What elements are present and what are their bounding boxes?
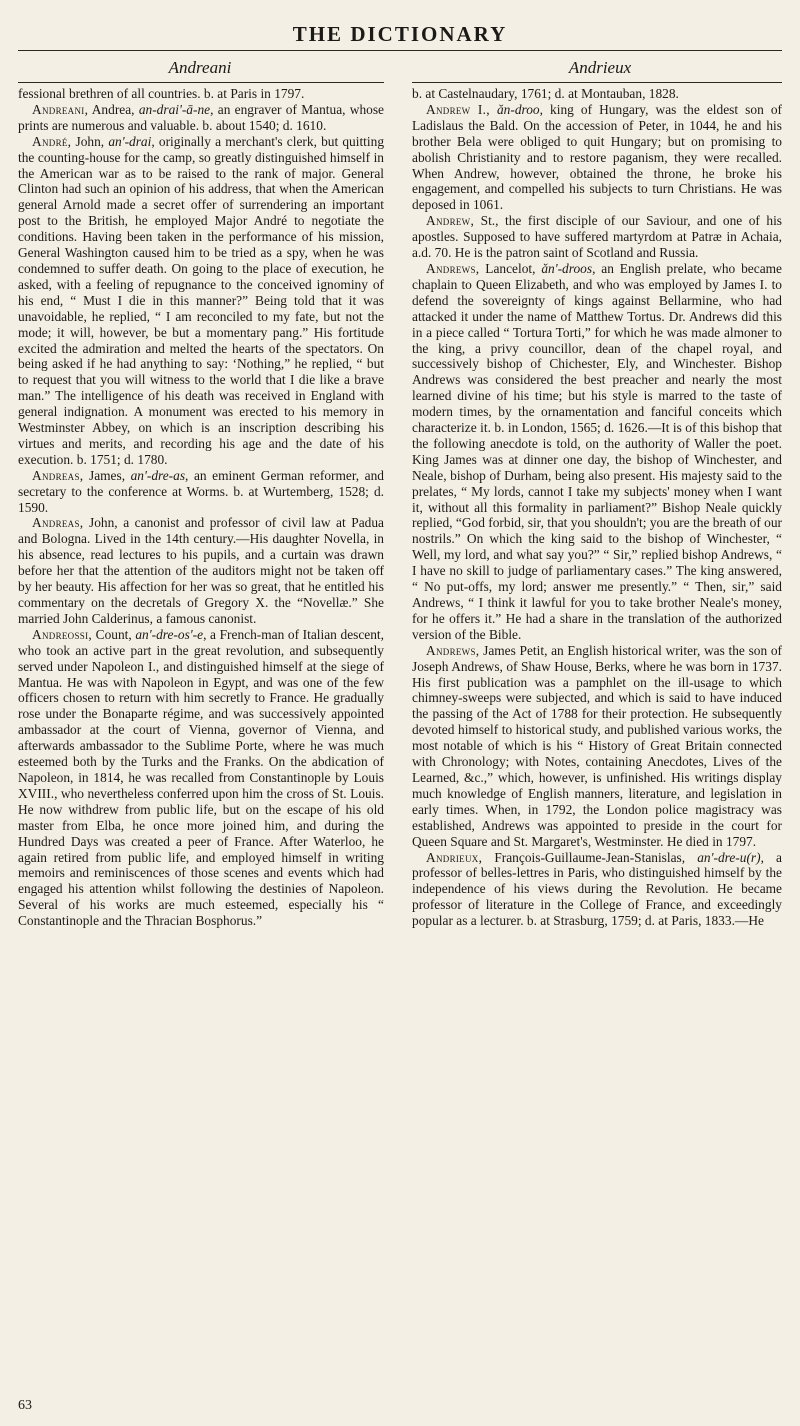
- entry-text: , an eminent German reformer, and secretary to the conference at Worms. b. at Wurtemberg, 1528; d. 1590.: [18, 467, 384, 515]
- entry-text: an English historical writer, was the son of Joseph Andrews, of Shaw House, Berks, where he was born in 1737. His first publication was a pamphlet on the ill-usage to which chimney-sweeps were subjected, and which is said to have induced the passing of the Act of 1788 for their protection. He subsequently devoted himself to historical study, and published various works, the most notable of which is his “ History of Great Britain connected with Chronology; with Notes, containing Anecdotes, Lives of the Learned, &c.,” which, however, is unfinished. His writings display much knowledge of English manners, literature, and legislation in early times. When, in 1792, the London police magistracy was established, Andrews was appointed to preside in the court for Queen Square and St. Margaret's, Westminster. He died in 1797.: [412, 642, 783, 849]
- right-column: [412, 86, 782, 929]
- entry-headword: Andrieux,: [426, 849, 483, 865]
- entry-pronunciation: an'-dre-u(r): [697, 849, 761, 865]
- guide-word-right: Andrieux: [568, 58, 632, 77]
- entry-text: , king of Hungary, was the eldest son of Ladislaus the Bald. On the accession of Peter, in 1044, he and his brother Bela were obliged to quit Hungary; but on promising to abolish Christianity and to restore paganism, they were recalled. When Andrew, however, obtained the throne, he broke his engagement, and compelled his subjects to turn Christians. He was deposed in 1061.: [412, 101, 782, 213]
- entry-name: James Petit,: [479, 642, 552, 658]
- entry-pronunciation: an'-dre-os'-e: [135, 626, 204, 642]
- entry-text: , an engraver of Mantua, whose prints are numerous and valuable. b. about 1540; d. 1610.: [18, 101, 384, 133]
- header-rule: [18, 50, 782, 51]
- entry-text: , a professor of belles-lettres in Paris, who distinguished himself by the independence of his views during the Revolution. He became professor of literature in the College of France, and exceedingly popular as a lecturer. b. at Strasburg, 1759; d. at Paris, 1833.—He: [412, 849, 783, 929]
- dictionary-entry: [18, 627, 384, 929]
- entry-name: James,: [83, 467, 131, 483]
- entry-text: a canonist and professor of civil law at Padua and Bologna. Lived in the 14th century.—His daughter Novella, in his absence, read lectures to his pupils, and a curtain was drawn before her that the attention of the auditors might not be taken off by her beauty. His affection for her was so great, that he entitled his commentary on the decretals of Gregory X. the “Novellæ.” She married John Calderinus, a famous canonist.: [18, 515, 384, 626]
- entry-text: , a French-man of Italian descent, who took an active part in the great revolution, and subsequently served under Napoleon I., and distinguished himself at the siege of Mantua. He was with Napoleon in Egypt, and was one of the few officers chosen to return with him secretly to France. He gradually rose under the Bonaparte régime, and was successively appointed ambassador at the court of Vienna, governor of Vienna, and afterwards ambassador to the Sublime Porte, where he was much esteemed both by the Turks and the Franks. On the abdication of Napoleon, in 1814, he was recalled from Constantinople by Louis XVIII., who nevertheless conferred upon him the cross of St. Louis. He now withdrew from public life, but on the escape of his old master from Elba, he once more joined him, and during the Hundred Days was created a peer of France. After Waterloo, he again retired from public life, and employed himself in writing memoirs and reminiscences of those scenes and events which had engaged his attention whilst following the destinies of Napoleon. Several of his works are much esteemed, especially his “ Constantinople and the Thracian Bosphorus.”: [18, 626, 384, 929]
- entry-headword: Andrews,: [426, 642, 480, 658]
- entry-continuation: [412, 86, 782, 102]
- left-column: [18, 86, 384, 929]
- entry-name: Count,: [92, 626, 136, 642]
- entry-name: St.,: [474, 213, 505, 229]
- entry-continuation: [18, 86, 384, 102]
- entry-headword: Andreossi,: [32, 626, 93, 642]
- entry-headword: Andreas,: [32, 467, 84, 483]
- entry-headword: Andreas,: [32, 515, 84, 531]
- page-number: 63: [18, 1398, 32, 1413]
- entry-pronunciation: ăn-droo: [496, 101, 540, 117]
- entry-text: the first disciple of our Saviour, and one of his apostles. Supposed to have suffered martyrdom at Patræ in Achaia, a.d. 70. He is the patron saint of Scotland and Russia.: [412, 213, 782, 261]
- entry-name: François-Guillaume-Jean-Stanislas,: [482, 849, 698, 865]
- entry-pronunciation: an'-dre-as: [130, 467, 186, 483]
- entry-name: Lancelot,: [479, 260, 542, 276]
- dictionary-entry: [18, 515, 384, 626]
- entry-headword: Andreani,: [32, 101, 89, 117]
- entry-text: fessional brethren of all countries. b. at Paris in 1797.: [18, 86, 305, 101]
- running-title: THE DICTIONARY: [292, 22, 508, 46]
- entry-name: John,: [83, 515, 124, 531]
- entry-name: [490, 102, 497, 117]
- dictionary-entry: [412, 261, 782, 643]
- entry-headword: Andrew,: [426, 213, 475, 229]
- dictionary-entry: [18, 134, 384, 468]
- left-column-rule: [18, 82, 384, 83]
- dictionary-entry: [18, 468, 384, 516]
- entry-headword: André,: [32, 133, 72, 149]
- dictionary-entry: [18, 102, 384, 134]
- entry-name: John,: [71, 133, 109, 149]
- entry-pronunciation: an'-drai: [108, 133, 152, 149]
- entry-headword: Andrew I.,: [426, 101, 490, 117]
- guide-word-left: Andreani: [168, 58, 232, 77]
- dictionary-entry: [412, 643, 782, 850]
- right-column-rule: [412, 82, 782, 83]
- entry-headword: Andrews,: [426, 260, 480, 276]
- dictionary-entry: [412, 850, 782, 930]
- entry-text: , originally a merchant's clerk, but quitting the counting-house for the camp, so greatly distinguished himself in the American war as to be raised to the rank of major. General Clinton had such an opinion of his address, that when the American general Arnold made a secret offer of surrendering an important post to the British, he employed Major André to negotiate the conditions. Having been taken in the performance of his mission, General Washington caused him to be tried as a spy, when he was condemned to suffer death. On going to the place of execution, he asked, with a feeling of repugnance to the conceived ignominy of his end, “ Must I die in this manner?” Being told that it was unavoidable, he replied, “ I am reconciled to my fate, but not the mode; it will, however, be but a momentary pang.” His fortitude excited the admiration and melted the hearts of the spectators. On being asked if he had anything to say: ‘Nothing,” he replied, “ but to request that you will witness to the world that I die like a brave man.” The intelligence of his death was received in England with general indignation. A monument was erected to his memory in Westminster Abbey, on which is an inscription describing his virtues and merits, and recording his age and the date of his execution. b. 1751; d. 1780.: [18, 133, 385, 467]
- entry-text: , an English prelate, who became chaplain to Queen Elizabeth, and who was employed by James I. to defend the sovereignty of kings against Bellarmine, who had attacked it under the name of Matthew Tortus. Dr. Andrews did this in a piece called “ Tortura Torti,” for which he was made almoner to the king, a privy councillor, dean of the chapel royal, and successively bishop of Chichester, Ely, and Winchester. Bishop Andrews was considered the best preacher and nearly the most learned divine of his time; but his style is marred to the taste of modern times, by the ornamentation and fanciful conceits which characterize it. b. in London, 1565; d. 1626.—It is of this bishop that the following anecdote is told, on the authority of Waller the poet. King James was at dinner one day, the bishop of Winchester, and Neale, bishop of Durham, being also present. His majesty said to the prelates, “ My lords, cannot I take my subjects' money when I want it, without all this formality in parliament?” Bishop Neale quickly replied, “God forbid, sir, that you shouldn't; you are the breath of our nostrils.” On which the king said to the bishop of Winchester, “ Well, my lord, and what say you?” “ Sir,” replied bishop Andrews, “ I have no skill to judge of parliamentary cases.” The king answered, “ No put-offs, my lord; answer me presently.” “ Then, sir,” said Andrews, “ I think it lawful for you to take brother Neale's money, for he offers it.” He had a share in the translation of the authorized version of the Bible.: [412, 260, 782, 642]
- entry-text: b. at Castelnaudary, 1761; d. at Montauban, 1828.: [412, 86, 679, 101]
- dictionary-entry: [412, 213, 782, 261]
- dictionary-entry: [412, 102, 782, 213]
- entry-pronunciation: ăn'-droos: [541, 260, 593, 276]
- entry-name: Andrea,: [88, 101, 139, 117]
- entry-pronunciation: an-drai'-ā-ne: [138, 101, 211, 117]
